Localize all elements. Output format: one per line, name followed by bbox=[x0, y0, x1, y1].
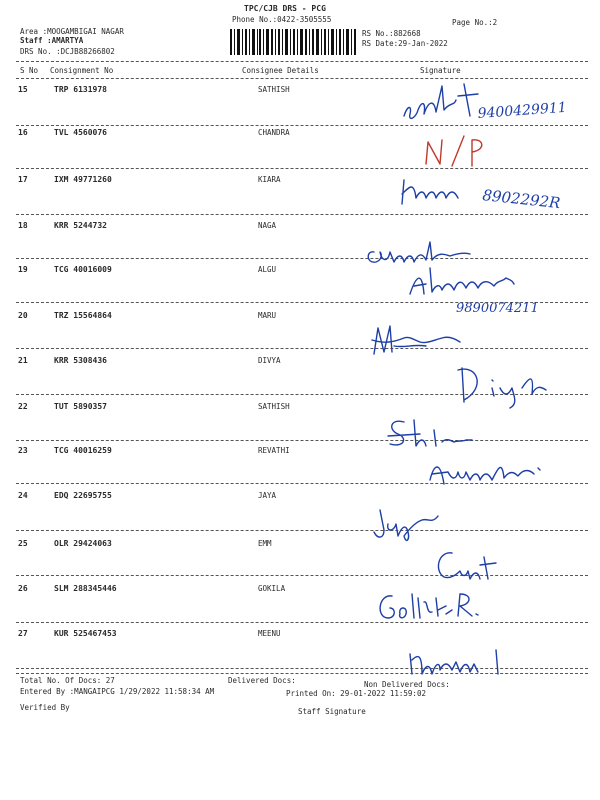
staff-label: Staff :AMARTYA bbox=[20, 36, 84, 45]
row-divider bbox=[16, 440, 588, 441]
total-docs: Total No. Of Docs: 27 bbox=[20, 676, 115, 685]
row-consignment: EDQ 22695755 bbox=[54, 491, 112, 500]
row-consignment: TUT 5890357 bbox=[54, 402, 107, 411]
row-consignee: KIARA bbox=[258, 175, 281, 184]
phone-number: Phone No.:0422-3505555 bbox=[232, 15, 332, 24]
row-consignment: KRR 5244732 bbox=[54, 221, 107, 230]
row-sno: 27 bbox=[18, 629, 28, 638]
row-consignment: OLR 29424063 bbox=[54, 539, 112, 548]
row-consignee: GOKILA bbox=[258, 584, 286, 593]
row-consignee: SATHISH bbox=[258, 402, 290, 411]
rs-number: RS No.:882668 bbox=[362, 29, 421, 38]
signature-19 bbox=[402, 258, 562, 318]
footer-divider bbox=[16, 673, 588, 674]
signature-21 bbox=[452, 360, 572, 410]
page-title: TPC/CJB DRS - PCG bbox=[244, 4, 326, 13]
col-sno: S No bbox=[20, 66, 39, 75]
signature-24 bbox=[366, 500, 456, 545]
staff-signature: Staff Signature bbox=[298, 707, 366, 716]
col-consignee: Consignee Details bbox=[242, 66, 319, 75]
signature-20 bbox=[364, 318, 474, 363]
row-consignment: TRZ 15564864 bbox=[54, 311, 112, 320]
row-consignee: CHANDRA bbox=[258, 128, 290, 137]
row-consignment: SLM 288345446 bbox=[54, 584, 117, 593]
row-consignment: IXM 49771260 bbox=[54, 175, 112, 184]
svg-text:9400429911: 9400429911 bbox=[477, 99, 568, 122]
row-consignee: MEENU bbox=[258, 629, 281, 638]
col-signature: Signature bbox=[420, 66, 461, 75]
row-sno: 15 bbox=[18, 85, 28, 94]
row-divider bbox=[16, 348, 588, 349]
row-consignee: NAGA bbox=[258, 221, 277, 230]
row-sno: 21 bbox=[18, 356, 28, 365]
row-consignment: TCG 40016259 bbox=[54, 446, 112, 455]
row-consignee: SATHISH bbox=[258, 85, 290, 94]
row-consignment: KUR 525467453 bbox=[54, 629, 117, 638]
row-consignee: JAYA bbox=[258, 491, 277, 500]
row-consignment: KRR 5308436 bbox=[54, 356, 107, 365]
col-consignment: Consignment No bbox=[50, 66, 114, 75]
drs-number: DRS No. :DCJB88266802 bbox=[20, 47, 115, 56]
signature-25 bbox=[428, 545, 508, 585]
row-consignee: REVATHI bbox=[258, 446, 290, 455]
row-consignment: TVL 4560076 bbox=[54, 128, 107, 137]
signature-15 bbox=[398, 72, 568, 132]
verified-by: Verified By bbox=[20, 703, 70, 712]
divider bbox=[16, 61, 588, 62]
row-sno: 22 bbox=[18, 402, 28, 411]
signature-22 bbox=[380, 412, 490, 452]
signature-27 bbox=[400, 640, 520, 680]
row-sno: 18 bbox=[18, 221, 28, 230]
signature-23 bbox=[420, 450, 560, 495]
barcode bbox=[230, 29, 356, 55]
row-sno: 25 bbox=[18, 539, 28, 548]
row-sno: 20 bbox=[18, 311, 28, 320]
svg-text:8902292R: 8902292R bbox=[481, 186, 562, 213]
row-sno: 16 bbox=[18, 128, 28, 137]
row-consignee: ALGU bbox=[258, 265, 277, 274]
signature-17 bbox=[392, 168, 597, 218]
row-sno: 24 bbox=[18, 491, 28, 500]
entered-by: Entered By :MANGAIPCG 1/29/2022 11:58:34 AM bbox=[20, 687, 215, 696]
row-divider bbox=[16, 530, 588, 531]
row-consignee: MARU bbox=[258, 311, 277, 320]
delivered-docs: Delivered Docs: bbox=[228, 676, 296, 685]
page-number: Page No.:2 bbox=[452, 18, 498, 27]
row-consignment: TRP 6131978 bbox=[54, 85, 107, 94]
row-divider bbox=[16, 622, 588, 623]
svg-text:9890074211: 9890074211 bbox=[456, 301, 539, 316]
area-label: Area :MOOGAMBIGAI NAGAR bbox=[20, 27, 124, 36]
non-delivered-docs: Non Delivered Docs: bbox=[364, 680, 450, 689]
row-sno: 23 bbox=[18, 446, 28, 455]
row-sno: 17 bbox=[18, 175, 28, 184]
row-consignee: DIVYA bbox=[258, 356, 281, 365]
row-consignment: TCG 40016009 bbox=[54, 265, 112, 274]
row-sno: 26 bbox=[18, 584, 28, 593]
rs-date: RS Date:29-Jan-2022 bbox=[362, 39, 448, 48]
signature-26 bbox=[372, 588, 492, 628]
printed-on: Printed On: 29-01-2022 11:59:02 bbox=[286, 689, 426, 698]
row-consignee: EMM bbox=[258, 539, 272, 548]
row-sno: 19 bbox=[18, 265, 28, 274]
